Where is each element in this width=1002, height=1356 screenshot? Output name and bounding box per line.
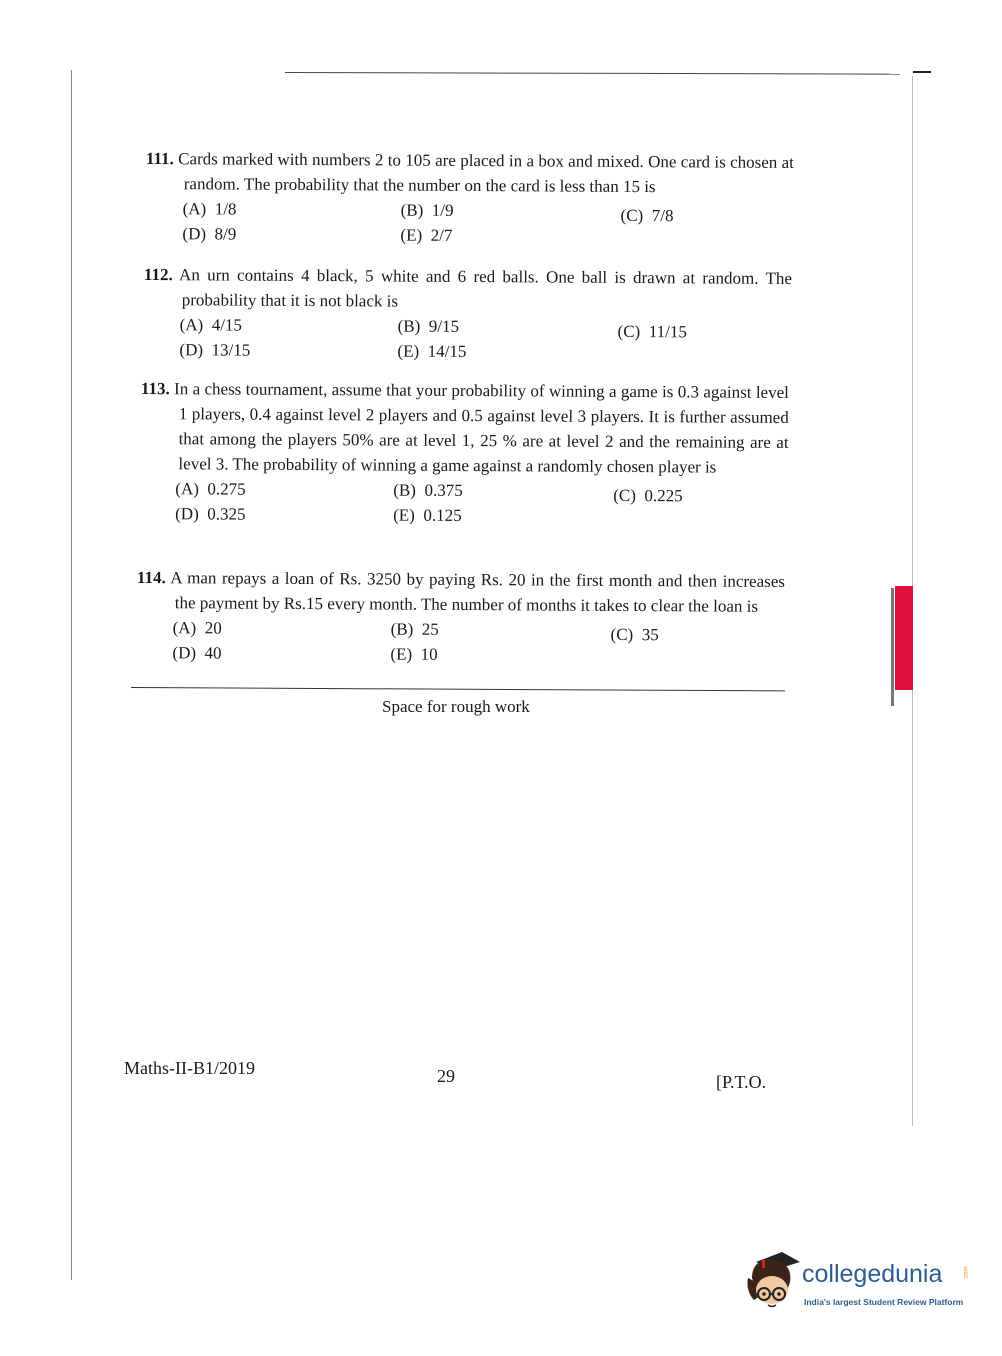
question-text: An urn contains 4 black, 5 white and 6 red balls. One ball is drawn at random. The probability that it is not black is xyxy=(179,265,792,311)
rough-work-label: Space for rough work xyxy=(382,697,530,716)
option-b: (B) 9/15 xyxy=(397,316,460,336)
option-a: (A) 1/8 xyxy=(182,199,237,219)
collegedunia-logo xyxy=(742,1248,972,1312)
question-text: In a chess tournament, assume that your probability of winning a game is 0.3 against level 1 players, 0.4 against level 2 players and 0.5 against level 3 players. It is further assumed that among the players 50% are at level 1, 25 % are at level 2 and the remaining are at level 3. The probability of winning a game against a randomly chosen player is xyxy=(174,379,789,477)
question-text: A man repays a loan of Rs. 3250 by paying Rs. 20 in the first month and then increases the payment by Rs.15 every month. The number of months it takes to clear the loan is xyxy=(170,568,785,616)
option-b: (B) 0.375 xyxy=(393,480,463,500)
question-113 xyxy=(140,376,789,534)
option-c: (C) 35 xyxy=(610,624,659,645)
option-e: (E) 10 xyxy=(390,644,438,664)
tab-shadow xyxy=(891,588,894,706)
question-112 xyxy=(143,262,792,370)
question-number: 111. xyxy=(145,148,174,169)
please-turn-over: [P.T.O. xyxy=(716,1072,767,1092)
option-d: (D) 0.325 xyxy=(175,504,246,524)
option-c: (C) 0.225 xyxy=(613,485,683,506)
options xyxy=(175,476,788,534)
question-number: 113. xyxy=(140,378,170,399)
option-e: (E) 0.125 xyxy=(393,505,462,525)
options xyxy=(182,196,793,254)
option-a: (A) 20 xyxy=(172,618,222,638)
option-e: (E) 2/7 xyxy=(400,225,453,245)
option-c: (C) 7/8 xyxy=(620,205,674,226)
option-d: (D) 40 xyxy=(172,643,222,663)
option-d: (D) 8/9 xyxy=(182,224,237,244)
question-number: 114. xyxy=(136,567,166,588)
brand-suffix: .com xyxy=(963,1266,970,1280)
question-text: Cards marked with numbers 2 to 105 are placed in a box and mixed. One card is chosen at random. The probability that the number on the card is less than 15 is xyxy=(178,149,794,197)
option-b: (B) 1/9 xyxy=(400,200,454,220)
page-number: 29 xyxy=(437,1066,455,1086)
brand-name: collegedunia xyxy=(802,1260,943,1288)
question-111 xyxy=(145,146,794,254)
question-114 xyxy=(136,565,785,673)
red-page-tab xyxy=(895,586,913,690)
option-d: (D) 13/15 xyxy=(179,340,251,360)
bottom-rule xyxy=(131,687,785,691)
option-c: (C) 11/15 xyxy=(617,321,687,342)
brand-tagline: India's largest Student Review Platform xyxy=(804,1297,964,1307)
corner-mark xyxy=(913,71,931,73)
option-b: (B) 25 xyxy=(390,619,439,639)
top-rule xyxy=(285,72,900,75)
paper-code: Maths-II-B1/2019 xyxy=(124,1058,255,1078)
left-page-edge xyxy=(71,70,72,1280)
question-number: 112. xyxy=(143,264,173,285)
option-a: (A) 4/15 xyxy=(179,315,243,335)
options xyxy=(172,615,784,673)
graduate-mascot-icon xyxy=(742,1248,802,1310)
option-e: (E) 14/15 xyxy=(397,341,467,361)
option-a: (A) 0.275 xyxy=(175,479,246,499)
options xyxy=(179,312,791,370)
